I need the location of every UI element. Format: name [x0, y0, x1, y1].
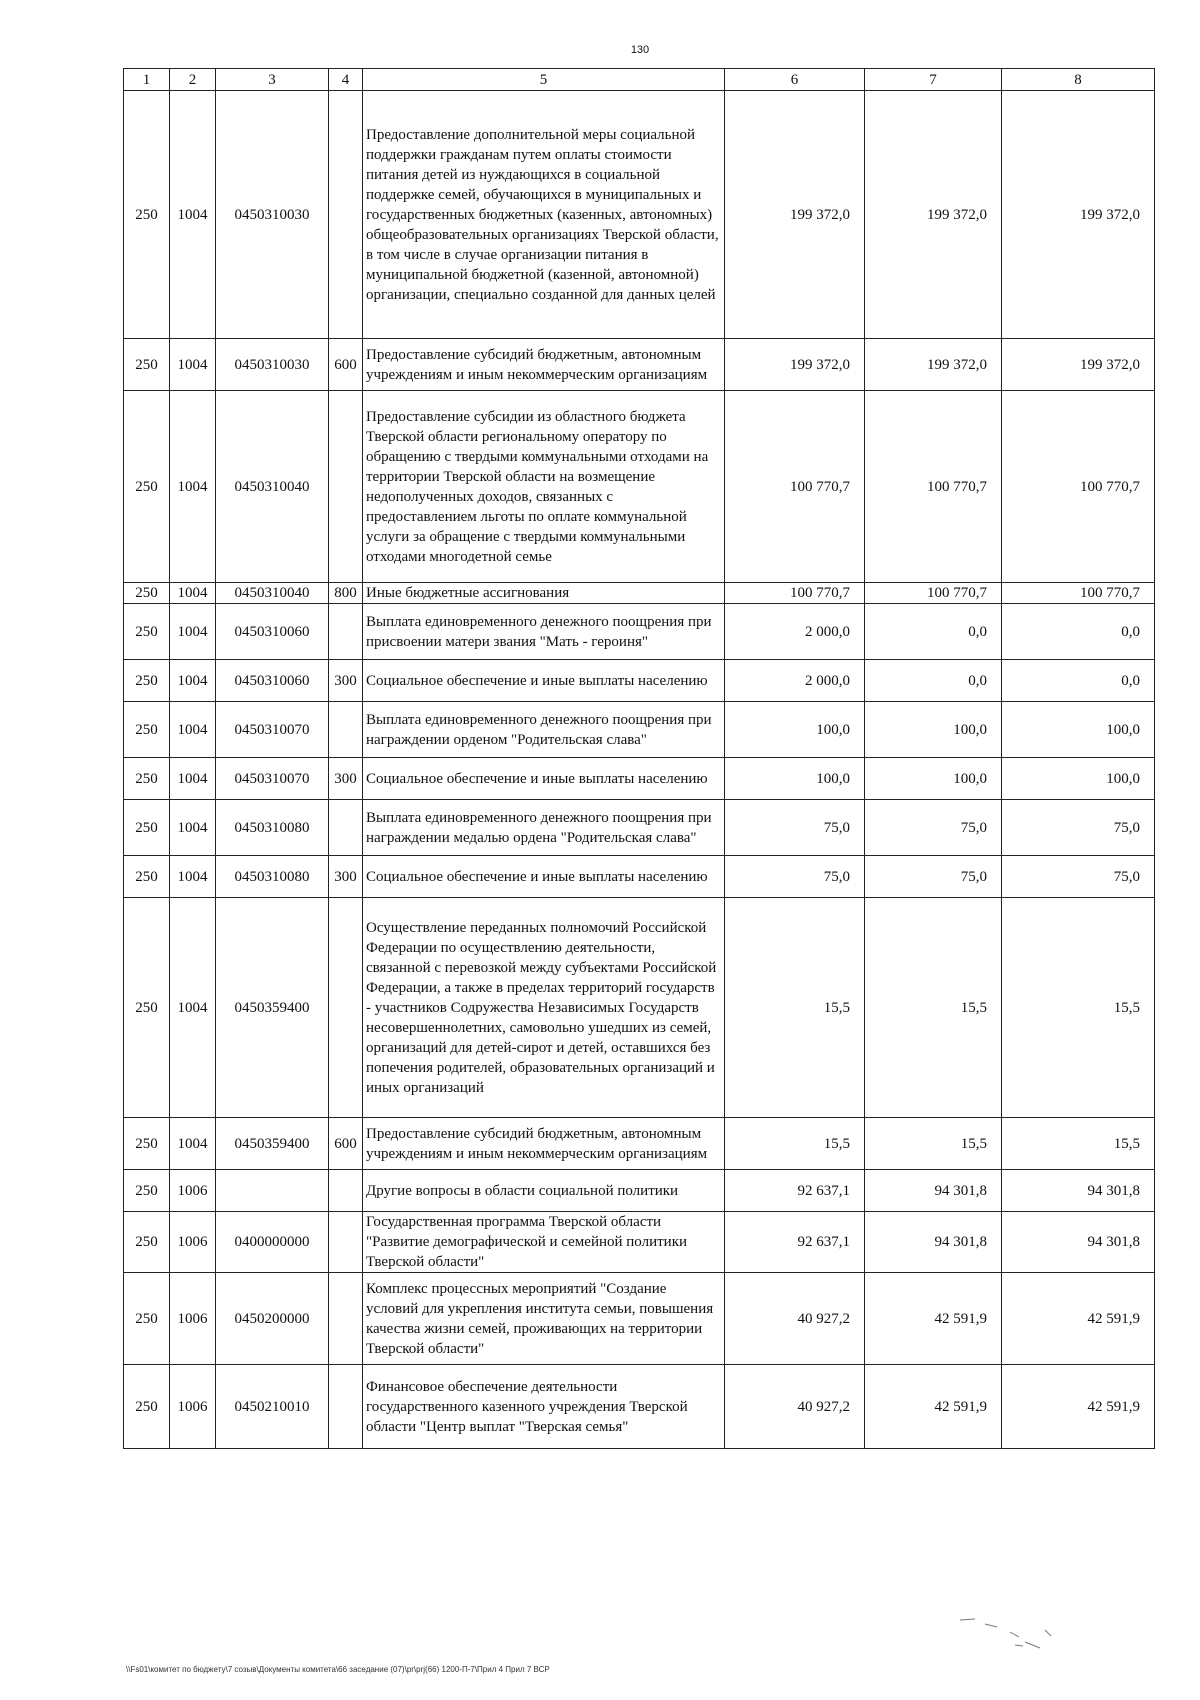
amount-col8-cell: 0,0 — [1002, 604, 1155, 660]
grbs-code-cell: 250 — [124, 583, 170, 604]
expense-type-cell — [329, 800, 363, 856]
section-code-cell: 1004 — [170, 91, 216, 339]
target-article-cell: 0450310070 — [216, 758, 329, 800]
amount-col8-cell: 15,5 — [1002, 1118, 1155, 1170]
amount-col6-cell: 40 927,2 — [725, 1365, 865, 1449]
amount-col6-cell: 100 770,7 — [725, 583, 865, 604]
footer-file-path: \\Fs01\комитет по бюджету\7 созыв\Документы комитета\66 заседание (07)\pr\prj(66) 1200-П-7\Прил 4 Прил 7 ВСР — [126, 1665, 550, 1674]
description-cell: Предоставление дополнительной меры социальной поддержки гражданам путем оплаты стоимости питания детей из нуждающихся в социальной поддержке семей, обучающихся в муниципальных и государственных бюджетных (казенных, автономных) общеобразовательных организациях Тверской области, в том числе в случае организации питания в муниципальной бюджетной (казенной, автономной) организации, специально созданной для данных целей — [363, 91, 725, 339]
amount-col6-cell: 92 637,1 — [725, 1212, 865, 1273]
section-code-cell: 1004 — [170, 583, 216, 604]
amount-col8-cell: 94 301,8 — [1002, 1170, 1155, 1212]
target-article-cell: 0450310060 — [216, 660, 329, 702]
target-article-cell: 0450310080 — [216, 800, 329, 856]
amount-col6-cell: 100,0 — [725, 702, 865, 758]
table-row — [124, 856, 1155, 898]
header-cell: 7 — [865, 69, 1002, 91]
table-row — [124, 583, 1155, 604]
target-article-cell: 0450310030 — [216, 91, 329, 339]
amount-col6-cell: 199 372,0 — [725, 91, 865, 339]
section-code-cell: 1004 — [170, 898, 216, 1118]
grbs-code-cell: 250 — [124, 1365, 170, 1449]
amount-col8-cell: 75,0 — [1002, 856, 1155, 898]
expense-type-cell: 300 — [329, 758, 363, 800]
description-cell: Другие вопросы в области социальной политики — [363, 1170, 725, 1212]
grbs-code-cell: 250 — [124, 1212, 170, 1273]
expense-type-cell: 300 — [329, 856, 363, 898]
grbs-code-cell: 250 — [124, 856, 170, 898]
amount-col6-cell: 75,0 — [725, 800, 865, 856]
target-article-cell — [216, 1170, 329, 1212]
section-code-cell: 1004 — [170, 604, 216, 660]
amount-col7-cell: 94 301,8 — [865, 1170, 1002, 1212]
section-code-cell: 1006 — [170, 1212, 216, 1273]
header-cell: 5 — [363, 69, 725, 91]
amount-col8-cell: 199 372,0 — [1002, 339, 1155, 391]
amount-col7-cell: 199 372,0 — [865, 91, 1002, 339]
table-row — [124, 1212, 1155, 1273]
amount-col6-cell: 199 372,0 — [725, 339, 865, 391]
amount-col8-cell: 100,0 — [1002, 758, 1155, 800]
table-row — [124, 91, 1155, 339]
description-cell: Финансовое обеспечение деятельности государственного казенного учреждения Тверской области "Центр выплат "Тверская семья" — [363, 1365, 725, 1449]
section-code-cell: 1004 — [170, 660, 216, 702]
description-cell: Выплата единовременного денежного поощрения при награждении медалью ордена "Родительская слава" — [363, 800, 725, 856]
description-cell: Выплата единовременного денежного поощрения при присвоении матери звания "Мать - героиня" — [363, 604, 725, 660]
section-code-cell: 1004 — [170, 391, 216, 583]
amount-col8-cell: 100 770,7 — [1002, 391, 1155, 583]
description-cell: Предоставление субсидий бюджетным, автономным учреждениям и иным некоммерческим организациям — [363, 1118, 725, 1170]
amount-col7-cell: 15,5 — [865, 1118, 1002, 1170]
expense-type-cell — [329, 1273, 363, 1365]
amount-col7-cell: 94 301,8 — [865, 1212, 1002, 1273]
section-code-cell: 1004 — [170, 702, 216, 758]
amount-col7-cell: 75,0 — [865, 856, 1002, 898]
table-row — [124, 1273, 1155, 1365]
grbs-code-cell: 250 — [124, 660, 170, 702]
amount-col7-cell: 42 591,9 — [865, 1273, 1002, 1365]
amount-col6-cell: 100 770,7 — [725, 391, 865, 583]
expense-type-cell — [329, 1170, 363, 1212]
expense-type-cell: 600 — [329, 339, 363, 391]
amount-col8-cell: 100 770,7 — [1002, 583, 1155, 604]
section-code-cell: 1004 — [170, 1118, 216, 1170]
expense-type-cell: 600 — [329, 1118, 363, 1170]
amount-col8-cell: 100,0 — [1002, 702, 1155, 758]
target-article-cell: 0450310040 — [216, 583, 329, 604]
expense-type-cell — [329, 898, 363, 1118]
amount-col8-cell: 15,5 — [1002, 898, 1155, 1118]
grbs-code-cell: 250 — [124, 1273, 170, 1365]
target-article-cell: 0400000000 — [216, 1212, 329, 1273]
amount-col7-cell: 15,5 — [865, 898, 1002, 1118]
target-article-cell: 0450359400 — [216, 1118, 329, 1170]
amount-col8-cell: 42 591,9 — [1002, 1365, 1155, 1449]
amount-col8-cell: 199 372,0 — [1002, 91, 1155, 339]
expense-type-cell — [329, 1212, 363, 1273]
scan-artifact — [955, 1610, 1085, 1660]
table-row — [124, 1170, 1155, 1212]
description-cell: Предоставление субсидии из областного бюджета Тверской области региональному оператору по обращению с твердыми коммунальными отходами на территории Тверской области на возмещение недополученных доходов, связанных с предоставлением льготы по оплате коммунальной услуги за обращение с твердыми коммунальными отходами многодетной семье — [363, 391, 725, 583]
amount-col6-cell: 15,5 — [725, 898, 865, 1118]
grbs-code-cell: 250 — [124, 339, 170, 391]
grbs-code-cell: 250 — [124, 604, 170, 660]
amount-col6-cell: 75,0 — [725, 856, 865, 898]
expense-type-cell — [329, 391, 363, 583]
section-code-cell: 1004 — [170, 758, 216, 800]
description-cell: Государственная программа Тверской области "Развитие демографической и семейной политики Тверской области" — [363, 1212, 725, 1273]
grbs-code-cell: 250 — [124, 1170, 170, 1212]
section-code-cell: 1006 — [170, 1273, 216, 1365]
header-row — [124, 69, 1155, 91]
table-row — [124, 758, 1155, 800]
amount-col6-cell: 15,5 — [725, 1118, 865, 1170]
budget-table — [123, 68, 1155, 1449]
target-article-cell: 0450310030 — [216, 339, 329, 391]
amount-col8-cell: 75,0 — [1002, 800, 1155, 856]
target-article-cell: 0450310080 — [216, 856, 329, 898]
description-cell: Социальное обеспечение и иные выплаты населению — [363, 758, 725, 800]
amount-col7-cell: 0,0 — [865, 604, 1002, 660]
amount-col8-cell: 42 591,9 — [1002, 1273, 1155, 1365]
amount-col7-cell: 100 770,7 — [865, 583, 1002, 604]
expense-type-cell: 800 — [329, 583, 363, 604]
header-cell: 4 — [329, 69, 363, 91]
header-cell: 8 — [1002, 69, 1155, 91]
table-row — [124, 604, 1155, 660]
description-cell: Иные бюджетные ассигнования — [363, 583, 725, 604]
header-cell: 1 — [124, 69, 170, 91]
section-code-cell: 1006 — [170, 1365, 216, 1449]
table-row — [124, 898, 1155, 1118]
description-cell: Комплекс процессных мероприятий "Создание условий для укрепления института семьи, повышения качества жизни семей, проживающих на территории Тверской области" — [363, 1273, 725, 1365]
grbs-code-cell: 250 — [124, 91, 170, 339]
table-row — [124, 1365, 1155, 1449]
table-row — [124, 1118, 1155, 1170]
header-cell: 3 — [216, 69, 329, 91]
grbs-code-cell: 250 — [124, 758, 170, 800]
amount-col7-cell: 100,0 — [865, 702, 1002, 758]
table-row — [124, 339, 1155, 391]
target-article-cell: 0450310040 — [216, 391, 329, 583]
target-article-cell: 0450359400 — [216, 898, 329, 1118]
description-cell: Социальное обеспечение и иные выплаты населению — [363, 856, 725, 898]
grbs-code-cell: 250 — [124, 1118, 170, 1170]
amount-col7-cell: 42 591,9 — [865, 1365, 1002, 1449]
expense-type-cell — [329, 91, 363, 339]
amount-col7-cell: 0,0 — [865, 660, 1002, 702]
grbs-code-cell: 250 — [124, 391, 170, 583]
description-cell: Социальное обеспечение и иные выплаты населению — [363, 660, 725, 702]
amount-col6-cell: 100,0 — [725, 758, 865, 800]
table-row — [124, 702, 1155, 758]
table-row — [124, 391, 1155, 583]
target-article-cell: 0450310060 — [216, 604, 329, 660]
amount-col7-cell: 75,0 — [865, 800, 1002, 856]
grbs-code-cell: 250 — [124, 898, 170, 1118]
header-cell: 6 — [725, 69, 865, 91]
header-cell: 2 — [170, 69, 216, 91]
section-code-cell: 1004 — [170, 339, 216, 391]
table-row — [124, 660, 1155, 702]
expense-type-cell — [329, 702, 363, 758]
amount-col6-cell: 2 000,0 — [725, 604, 865, 660]
expense-type-cell: 300 — [329, 660, 363, 702]
amount-col8-cell: 94 301,8 — [1002, 1212, 1155, 1273]
section-code-cell: 1004 — [170, 800, 216, 856]
table-body — [124, 69, 1155, 1449]
description-cell: Осуществление переданных полномочий Российской Федерации по осуществлению деятельности, связанной с перевозкой между субъектами Российской Федерации, а также в пределах территорий государств - участников Содружества Независимых Государств несовершеннолетних, самовольно ушедших из семей, организаций для детей-сирот и детей, оставшихся без попечения родителей, образовательных организаций и иных организаций — [363, 898, 725, 1118]
target-article-cell: 0450200000 — [216, 1273, 329, 1365]
grbs-code-cell: 250 — [124, 800, 170, 856]
amount-col8-cell: 0,0 — [1002, 660, 1155, 702]
page-number: 130 — [630, 44, 650, 56]
description-cell: Предоставление субсидий бюджетным, автономным учреждениям и иным некоммерческим организациям — [363, 339, 725, 391]
amount-col7-cell: 199 372,0 — [865, 339, 1002, 391]
amount-col6-cell: 2 000,0 — [725, 660, 865, 702]
amount-col7-cell: 100 770,7 — [865, 391, 1002, 583]
amount-col6-cell: 92 637,1 — [725, 1170, 865, 1212]
expense-type-cell — [329, 1365, 363, 1449]
amount-col6-cell: 40 927,2 — [725, 1273, 865, 1365]
expense-type-cell — [329, 604, 363, 660]
section-code-cell: 1006 — [170, 1170, 216, 1212]
table-row — [124, 800, 1155, 856]
section-code-cell: 1004 — [170, 856, 216, 898]
amount-col7-cell: 100,0 — [865, 758, 1002, 800]
target-article-cell: 0450310070 — [216, 702, 329, 758]
target-article-cell: 0450210010 — [216, 1365, 329, 1449]
grbs-code-cell: 250 — [124, 702, 170, 758]
description-cell: Выплата единовременного денежного поощрения при награждении орденом "Родительская слава" — [363, 702, 725, 758]
